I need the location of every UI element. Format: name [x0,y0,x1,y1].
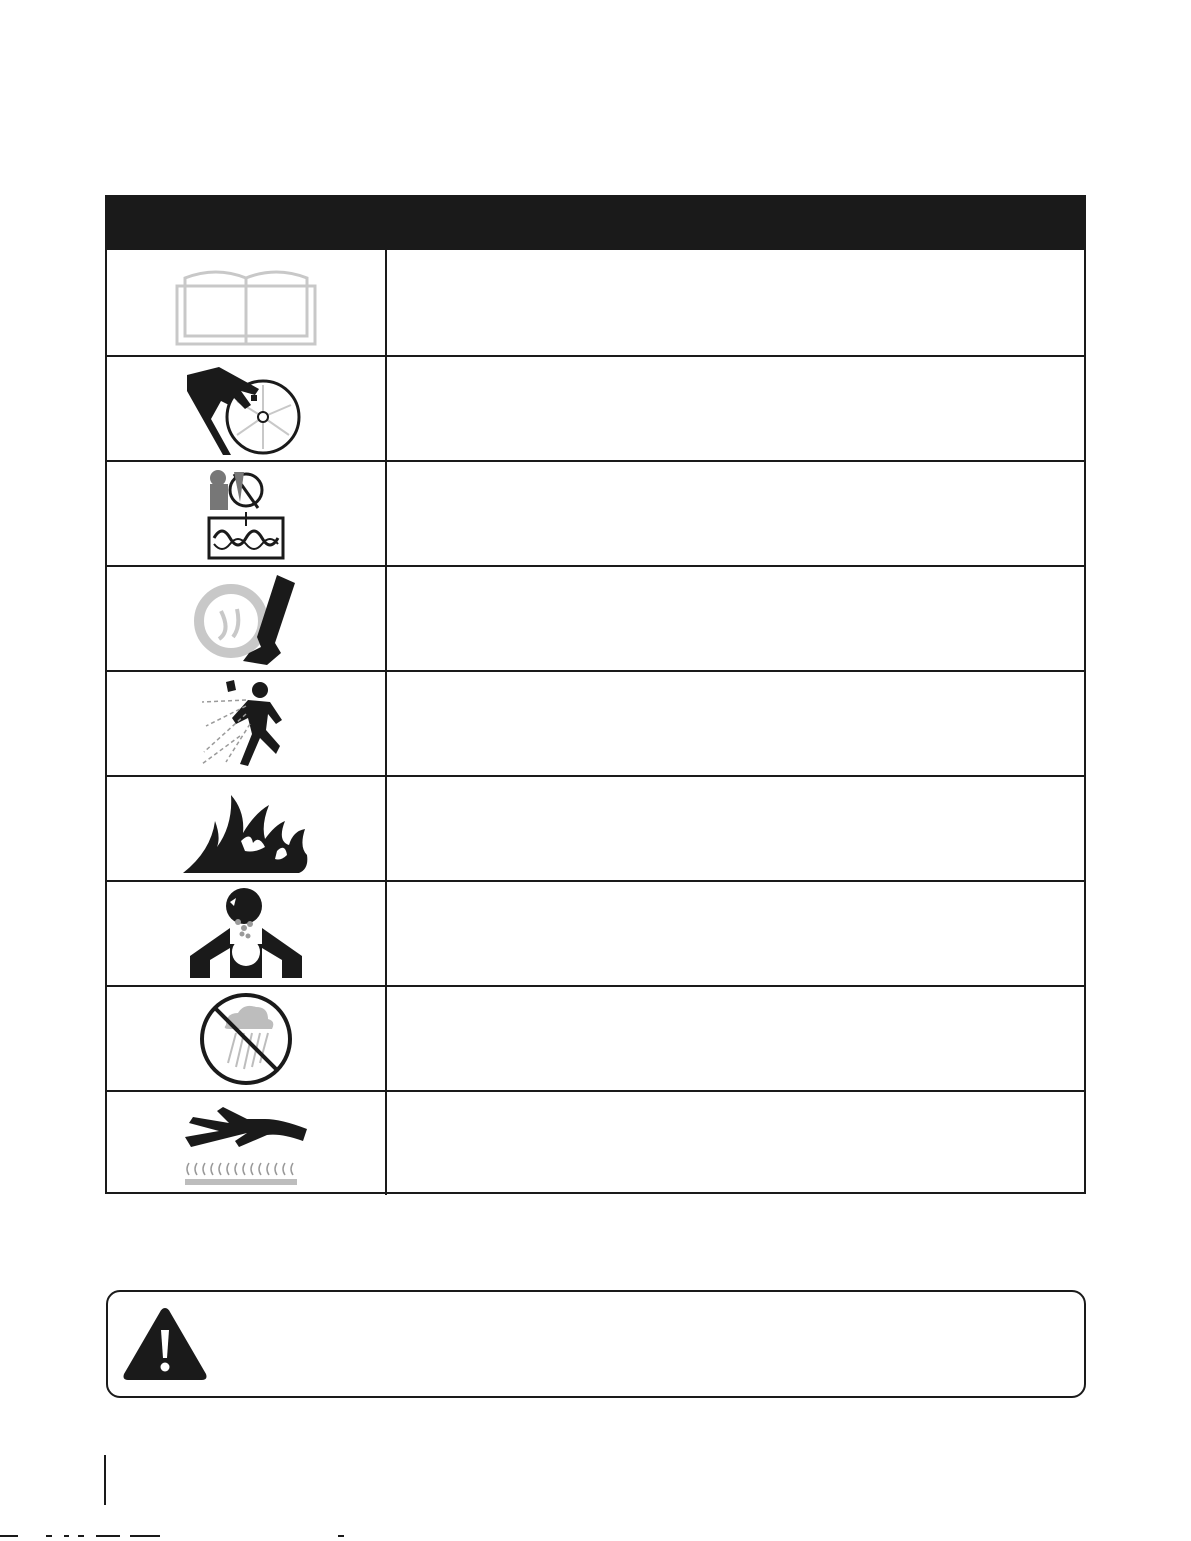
table-row [107,460,1084,565]
hot-surface-icon [181,1101,311,1187]
table-row [107,565,1084,670]
table-row [107,250,1084,355]
symbol-description [387,462,1084,565]
symbol-description [387,987,1084,1090]
page-margin-rule [104,1455,106,1505]
symbol-description [387,357,1084,460]
table-row [107,775,1084,880]
fire-hazard-icon [181,781,311,877]
warning-triangle-icon [120,1304,210,1382]
table-header [107,197,1084,250]
symbol-description [387,672,1084,775]
symbol-description [387,882,1084,985]
no-rain-icon [196,991,296,1087]
toxic-fumes-icon [186,886,306,982]
footer-print-marks [0,1532,420,1540]
auger-entanglement-icon [206,466,286,562]
symbol-description [387,777,1084,880]
foot-impeller-hazard-icon [191,571,301,667]
hand-impeller-hazard-icon [181,361,311,457]
thrown-objects-icon [196,676,296,772]
safety-symbols-table [105,195,1086,1194]
table-row [107,355,1084,460]
table-row [107,1090,1084,1195]
symbol-description [387,250,1084,355]
table-row [107,985,1084,1090]
warning-callout [106,1290,1086,1398]
table-row [107,670,1084,775]
table-row [107,880,1084,985]
symbol-description [387,1092,1084,1195]
symbol-description [387,567,1084,670]
read-manual-icon [171,258,321,348]
